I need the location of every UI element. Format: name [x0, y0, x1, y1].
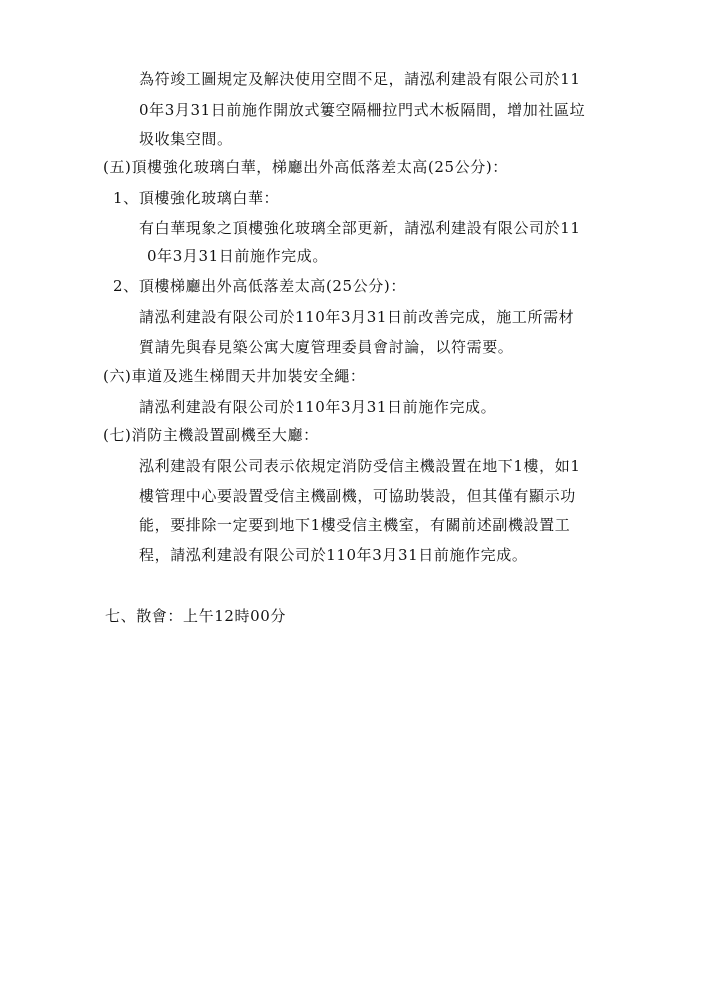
section-5-item-1-line-1: 有白華現象之頂樓強化玻璃全部更新，請泓利建設有限公司於11 — [139, 219, 581, 237]
intro-paragraph-line-3: 圾收集空間。 — [139, 130, 233, 148]
intro-paragraph-line-1: 為符竣工圖規定及解決使用空間不足，請泓利建設有限公司於11 — [139, 70, 581, 88]
section-6-heading: (六)車道及逃生梯間天井加裝安全繩： — [103, 367, 366, 385]
section-5-item-2-heading: 2、頂樓梯廳出外高低落差太高(25公分)： — [113, 277, 406, 295]
intro-paragraph-line-2: 0年3月31日前施作開放式簍空隔柵拉門式木板隔間，增加社區垃 — [139, 101, 586, 119]
section-5-item-1-heading: 1、頂樓強化玻璃白華： — [113, 189, 280, 207]
section-7-line-2: 樓管理中心要設置受信主機副機，可協助裝設，但其僅有顯示功 — [139, 487, 576, 505]
section-7-heading: (七)消防主機設置副機至大廳： — [103, 426, 319, 444]
section-5-heading: (五)頂樓強化玻璃白華，梯廳出外高低落差太高(25公分)： — [103, 158, 508, 176]
section-6-line-1: 請泓利建設有限公司於110年3月31日前施作完成。 — [139, 398, 497, 416]
section-5-item-2-line-1: 請泓利建設有限公司於110年3月31日前改善完成，施工所需材 — [139, 308, 575, 326]
section-7-line-1: 泓利建設有限公司表示依規定消防受信主機設置在地下1樓，如1 — [139, 457, 581, 475]
section-5-item-1-line-2: 0年3月31日前施作完成。 — [147, 247, 328, 265]
section-7-line-3: 能，要排除一定要到地下1樓受信主機室，有關前述副機設置工 — [139, 516, 571, 534]
adjournment-line: 七、散會：上午12時00分 — [105, 607, 286, 625]
section-7-line-4: 程，請泓利建設有限公司於110年3月31日前施作完成。 — [139, 546, 528, 564]
section-5-item-2-line-2: 質請先與春見築公寓大廈管理委員會討論，以符需要。 — [139, 338, 514, 356]
